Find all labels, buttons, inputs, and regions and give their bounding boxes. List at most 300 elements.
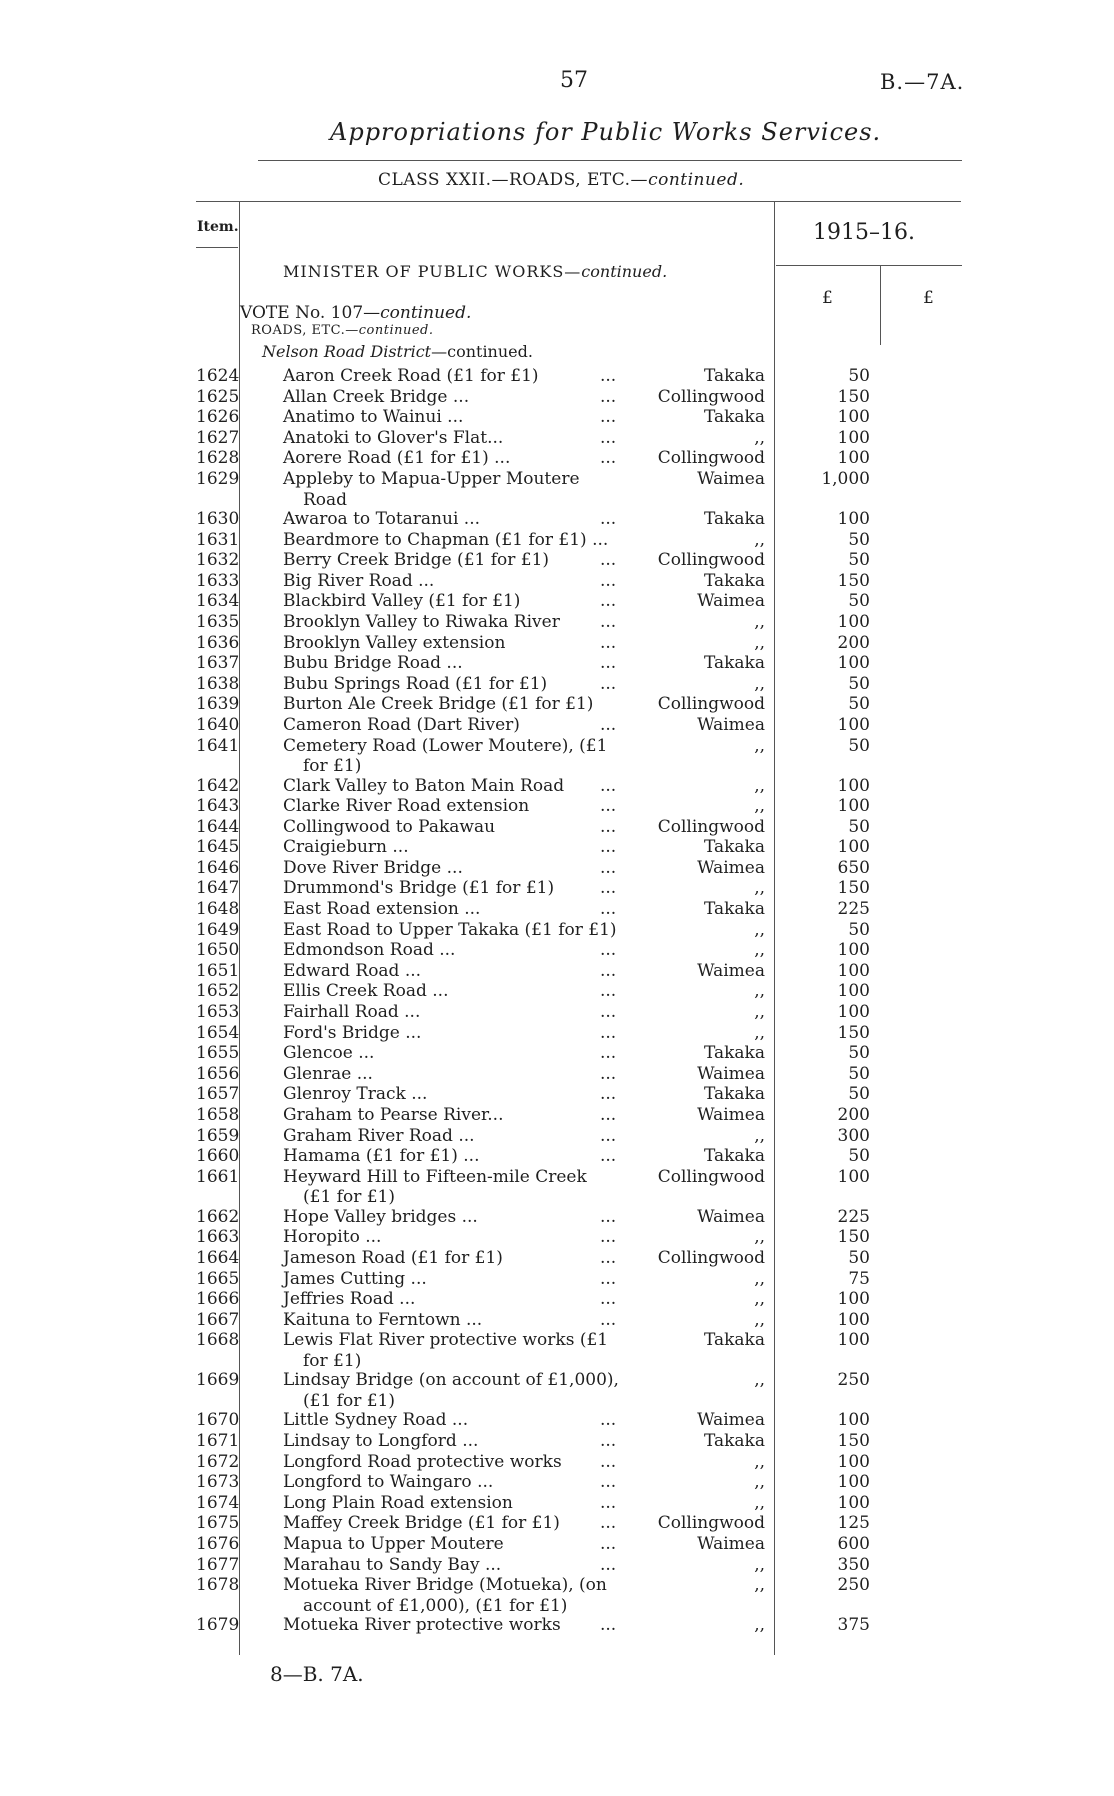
work-name [283,1146,625,1167]
leader-dots: ... [600,1206,617,1227]
work-name [283,1370,625,1411]
currency-symbol-1: £ [822,288,833,308]
leader-dots: ... [600,1043,617,1064]
work-name [283,1084,625,1105]
work-name-line-1: Lindsay to Longford ... [283,1430,479,1451]
amount: 100 [837,796,870,817]
work-name-line-1: Motueka River Bridge (Motueka), (on [283,1575,607,1596]
table-row [0,1310,1114,1331]
item-number: 1638 [196,673,240,694]
appropriations-table [0,366,1114,1636]
item-number: 1632 [196,550,240,571]
leader-dots: ... [600,1146,617,1167]
item-number: 1639 [196,694,240,715]
item-number: 1644 [196,816,240,837]
table-row [0,1207,1114,1228]
work-name-line-1: Lewis Flat River protective works (£1 [283,1330,609,1351]
item-number: 1666 [196,1289,240,1310]
district-name: ,, [754,1575,765,1596]
table-row [0,776,1114,797]
district-name: ,, [754,1227,765,1248]
amount: 100 [837,1166,870,1187]
page-title: Appropriations for Public Works Services. [330,118,882,146]
work-name [283,817,625,838]
item-number: 1665 [196,1268,240,1289]
work-name-line-2: for £1) [303,756,362,777]
table-row [0,1023,1114,1044]
district-name: Waimea [697,857,765,878]
item-number: 1651 [196,960,240,981]
work-name [283,633,625,654]
leader-dots: ... [600,796,617,817]
amount: 100 [837,1472,870,1493]
leader-dots: ... [600,1533,617,1554]
table-row [0,550,1114,571]
district-name: ,, [754,940,765,961]
item-number: 1635 [196,611,240,632]
work-name-line-1: Glenroy Track ... [283,1084,428,1105]
amount: 50 [848,591,870,612]
leader-dots: ... [600,837,617,858]
item-number: 1669 [196,1370,240,1391]
table-row [0,1370,1114,1410]
table-row [0,715,1114,736]
work-name [283,981,625,1002]
item-number: 1631 [196,529,240,550]
work-name-line-1: Graham River Road ... [283,1125,475,1146]
leader-dots: ... [600,960,617,981]
amount: 350 [837,1554,870,1575]
page-signature: 8—B. 7A. [270,1662,364,1686]
leader-dots: ... [600,857,617,878]
amount: 100 [837,1309,870,1330]
work-name [283,1330,625,1371]
item-number: 1641 [196,735,240,756]
work-name [283,674,625,695]
table-row [0,1105,1114,1126]
table-row [0,1513,1114,1534]
district-name: ,, [754,1492,765,1513]
table-row [0,1289,1114,1310]
amount: 200 [837,632,870,653]
district-name: ,, [754,1615,765,1636]
item-number: 1653 [196,1002,240,1023]
work-name [283,1575,625,1616]
table-row [0,1575,1114,1615]
leader-dots: ... [600,1309,617,1330]
work-name [283,1310,625,1331]
district-heading: Nelson Road District—continued. [262,342,533,361]
leader-dots: ... [600,653,617,674]
work-name-line-1: Longford to Waingaro ... [283,1472,494,1493]
item-number: 1640 [196,714,240,735]
amount: 150 [837,1227,870,1248]
table-row [0,1452,1114,1473]
leader-dots: ... [600,1451,617,1472]
table-row [0,1146,1114,1167]
table-row [0,633,1114,654]
table-row [0,736,1114,776]
district-name: ,, [754,673,765,694]
district-name: Waimea [697,1533,765,1554]
table-row [0,1043,1114,1064]
item-column-header: Item. [197,219,239,235]
leader-dots: ... [600,611,617,632]
work-name-line-1: Marahau to Sandy Bay ... [283,1554,502,1575]
work-name-line-1: Fairhall Road ... [283,1002,421,1023]
district-name: ,, [754,796,765,817]
amount: 50 [848,1146,870,1167]
item-number: 1647 [196,878,240,899]
district-name: ,, [754,919,765,940]
work-name [283,591,625,612]
work-name-line-1: Craigieburn ... [283,837,409,858]
header-top-rule [196,201,961,202]
item-number: 1643 [196,796,240,817]
item-number: 1674 [196,1492,240,1513]
amount: 100 [837,960,870,981]
work-name-line-1: Hamama (£1 for £1) ... [283,1146,480,1167]
leader-dots: ... [600,1227,617,1248]
table-row [0,448,1114,469]
table-row [0,387,1114,408]
district-name: Waimea [697,1063,765,1084]
leader-dots: ... [600,1554,617,1575]
leader-dots: ... [600,1125,617,1146]
district-name: Takaka [703,1430,765,1451]
table-row [0,1555,1114,1576]
work-name [283,612,625,633]
leader-dots: ... [600,1022,617,1043]
table-row [0,674,1114,695]
district-name: ,, [754,1289,765,1310]
amount: 100 [837,653,870,674]
work-name-line-2: (£1 for £1) [303,1390,395,1411]
leader-dots: ... [600,1289,617,1310]
work-name-line-1: Heyward Hill to Fifteen-mile Creek [283,1166,587,1187]
work-name [283,1555,625,1576]
district-name: Takaka [703,1330,765,1351]
amount: 225 [837,899,870,920]
district-name: ,, [754,735,765,756]
table-row [0,1269,1114,1290]
work-name-line-1: Long Plain Road extension [283,1492,513,1513]
table-row [0,1002,1114,1023]
class-heading: CLASS XXII.—ROADS, ETC.—continued. [378,170,745,190]
work-name [283,1615,625,1636]
district-name: Waimea [697,468,765,489]
table-row [0,1167,1114,1207]
work-name-line-1: Jeffries Road ... [283,1289,416,1310]
item-number: 1658 [196,1105,240,1125]
item-number: 1627 [196,427,240,448]
work-name-line-1: Horopito ... [283,1227,382,1248]
work-name-line-1: Big River Road ... [283,570,435,591]
work-name-line-1: Bubu Bridge Road ... [283,653,463,674]
table-row [0,694,1114,715]
work-name-line-1: Ellis Creek Road ... [283,981,449,1002]
work-name-line-1: Graham to Pearse River... [283,1105,504,1125]
district-name: ,, [754,1125,765,1146]
amount: 100 [837,1002,870,1023]
work-name [283,366,625,387]
district-name: ,, [754,1451,765,1472]
amount: 600 [837,1533,870,1554]
item-header-underline [196,247,238,248]
roads-heading: ROADS, ETC.—continued. [251,323,434,338]
leader-dots: ... [600,816,617,837]
district-name: ,, [754,981,765,1002]
amount: 375 [837,1615,870,1636]
amount: 50 [848,1084,870,1105]
district-name: Waimea [697,714,765,735]
leader-dots: ... [600,775,617,796]
item-number: 1672 [196,1451,240,1472]
item-number: 1626 [196,407,240,428]
leader-dots: ... [600,427,617,448]
table-row [0,1227,1114,1248]
item-number: 1668 [196,1330,240,1351]
work-name-line-1: Awaroa to Totaranui ... [283,508,481,529]
amount: 50 [848,694,870,715]
work-name-line-1: Clark Valley to Baton Main Road [283,775,565,796]
district-name: ,, [754,1002,765,1023]
work-name-line-1: Aaron Creek Road (£1 for £1) [283,366,539,386]
work-name-line-1: Burton Ale Creek Bridge (£1 for £1) [283,694,594,715]
table-row [0,837,1114,858]
amount: 100 [837,1492,870,1513]
amount: 100 [837,775,870,796]
district-name: ,, [754,878,765,899]
district-name: ,, [754,632,765,653]
leader-dots: ... [600,407,617,428]
work-name [283,428,625,449]
work-name [283,1289,625,1310]
item-number: 1678 [196,1575,240,1596]
district-name: Waimea [697,1410,765,1431]
leader-dots: ... [600,1002,617,1023]
amount: 100 [837,1289,870,1310]
item-number: 1625 [196,386,240,407]
amount: 50 [848,366,870,386]
work-name [283,1167,625,1208]
work-name-line-1: Berry Creek Bridge (£1 for £1) [283,550,550,571]
work-name-line-2: account of £1,000), (£1 for £1) [303,1595,568,1616]
work-name [283,1269,625,1290]
work-name-line-1: Allan Creek Bridge ... [283,386,470,407]
minister-heading: MINISTER OF PUBLIC WORKS—continued. [283,262,668,281]
work-name-line-1: East Road to Upper Takaka (£1 for £1) [283,919,617,940]
leader-dots: ... [600,1268,617,1289]
amount: 150 [837,1022,870,1043]
item-number: 1676 [196,1533,240,1554]
work-name-line-1: Collingwood to Pakawau [283,816,496,837]
table-row [0,940,1114,961]
table-row [0,981,1114,1002]
item-number: 1656 [196,1063,240,1084]
table-row [0,796,1114,817]
amount: 150 [837,1430,870,1451]
item-number: 1628 [196,448,240,469]
vote-heading: VOTE No. 107—continued. [240,303,472,323]
second-amount-column-rule [880,265,881,345]
item-number: 1634 [196,591,240,612]
district-name: Takaka [703,508,765,529]
item-number: 1645 [196,837,240,858]
district-name: ,, [754,1472,765,1493]
district-name: Takaka [703,1043,765,1064]
district-name: Takaka [703,407,765,428]
district-name: Waimea [697,960,765,981]
district-name: Collingwood [657,694,765,715]
amount: 250 [837,1370,870,1391]
amount: 125 [837,1513,870,1534]
item-number: 1630 [196,508,240,529]
work-name-line-1: Appleby to Mapua-Upper Moutere [283,468,580,489]
table-row [0,1615,1114,1636]
leader-dots: ... [600,714,617,735]
item-number: 1673 [196,1472,240,1493]
district-name: Takaka [703,366,765,386]
leader-dots: ... [600,448,617,469]
year-column-header: 1915–16. [813,220,915,245]
leader-dots: ... [600,940,617,961]
title-rule [258,160,962,161]
item-number: 1677 [196,1554,240,1575]
table-row [0,1084,1114,1105]
work-name [283,1105,625,1126]
work-name [283,715,625,736]
table-row [0,1431,1114,1452]
leader-dots: ... [600,632,617,653]
amount: 50 [848,816,870,837]
table-row [0,1126,1114,1147]
district-name: Collingwood [657,1247,765,1268]
work-name-line-1: Motueka River protective works [283,1615,561,1636]
district-name: Waimea [697,1105,765,1125]
table-row [0,961,1114,982]
item-number: 1646 [196,857,240,878]
item-number: 1652 [196,981,240,1002]
work-name [283,1493,625,1514]
work-name [283,1513,625,1534]
work-name [283,530,625,551]
work-name-line-1: Ford's Bridge ... [283,1022,422,1043]
district-name: ,, [754,1022,765,1043]
leader-dots: ... [600,386,617,407]
work-name [283,1472,625,1493]
work-name-line-2: Road [303,489,348,510]
district-name: Takaka [703,899,765,920]
work-name [283,1207,625,1228]
work-name-line-1: Blackbird Valley (£1 for £1) [283,591,521,612]
district-name: ,, [754,775,765,796]
work-name-line-1: Bubu Springs Road (£1 for £1) [283,673,548,694]
amount: 50 [848,673,870,694]
work-name [283,837,625,858]
work-name-line-1: James Cutting ... [283,1268,427,1289]
amount: 650 [837,857,870,878]
work-name-line-1: Dove River Bridge ... [283,857,463,878]
work-name [283,736,625,777]
currency-symbol-2: £ [923,288,934,308]
item-number: 1654 [196,1022,240,1043]
work-name-line-1: Aorere Road (£1 for £1) ... [283,448,511,469]
work-name [283,1002,625,1023]
work-name-line-1: Anatoki to Glover's Flat... [283,427,504,448]
work-name [283,1410,625,1431]
work-name-line-1: Lindsay Bridge (on account of £1,000), [283,1370,619,1391]
item-number: 1648 [196,899,240,920]
work-name-line-1: Little Sydney Road ... [283,1410,469,1431]
district-name: Takaka [703,570,765,591]
work-name [283,858,625,879]
district-name: ,, [754,529,765,550]
item-number: 1667 [196,1309,240,1330]
amount: 100 [837,1451,870,1472]
district-name: Collingwood [657,448,765,469]
table-row [0,1534,1114,1555]
leader-dots: ... [600,1410,617,1431]
district-name: ,, [754,611,765,632]
work-name [283,961,625,982]
district-name: ,, [754,1268,765,1289]
amount: 150 [837,878,870,899]
item-number: 1664 [196,1247,240,1268]
table-row [0,817,1114,838]
work-name-line-1: Edward Road ... [283,960,422,981]
leader-dots: ... [600,981,617,1002]
work-name [283,571,625,592]
district-name: Collingwood [657,386,765,407]
district-name: Collingwood [657,1513,765,1534]
table-row [0,366,1114,387]
work-name-line-2: (£1 for £1) [303,1187,395,1208]
work-name-line-1: Cameron Road (Dart River) [283,714,520,735]
work-name [283,469,625,510]
amount: 300 [837,1125,870,1146]
work-name-line-1: Jameson Road (£1 for £1) [283,1247,503,1268]
work-name-line-1: Kaituna to Ferntown ... [283,1309,483,1330]
work-name-line-1: Brooklyn Valley extension [283,632,506,653]
amount: 150 [837,386,870,407]
leader-dots: ... [600,1513,617,1534]
table-row [0,530,1114,551]
work-name [283,448,625,469]
table-row [0,469,1114,509]
district-name: Collingwood [657,550,765,571]
work-name-line-1: Clarke River Road extension [283,796,530,817]
amount: 100 [837,714,870,735]
leader-dots: ... [600,550,617,571]
item-number: 1671 [196,1430,240,1451]
table-row [0,1472,1114,1493]
amount: 100 [837,508,870,529]
work-name [283,920,625,941]
district-name: Collingwood [657,1166,765,1187]
amount: 225 [837,1206,870,1227]
table-row [0,407,1114,428]
work-name [283,387,625,408]
report-code: B.—7A. [880,70,965,94]
amount: 100 [837,981,870,1002]
leader-dots: ... [600,1247,617,1268]
amount: 50 [848,1043,870,1064]
amount: 200 [837,1105,870,1125]
table-row [0,509,1114,530]
work-name-line-1: East Road extension ... [283,899,481,920]
work-name-line-1: Beardmore to Chapman (£1 for £1) ... [283,529,609,550]
